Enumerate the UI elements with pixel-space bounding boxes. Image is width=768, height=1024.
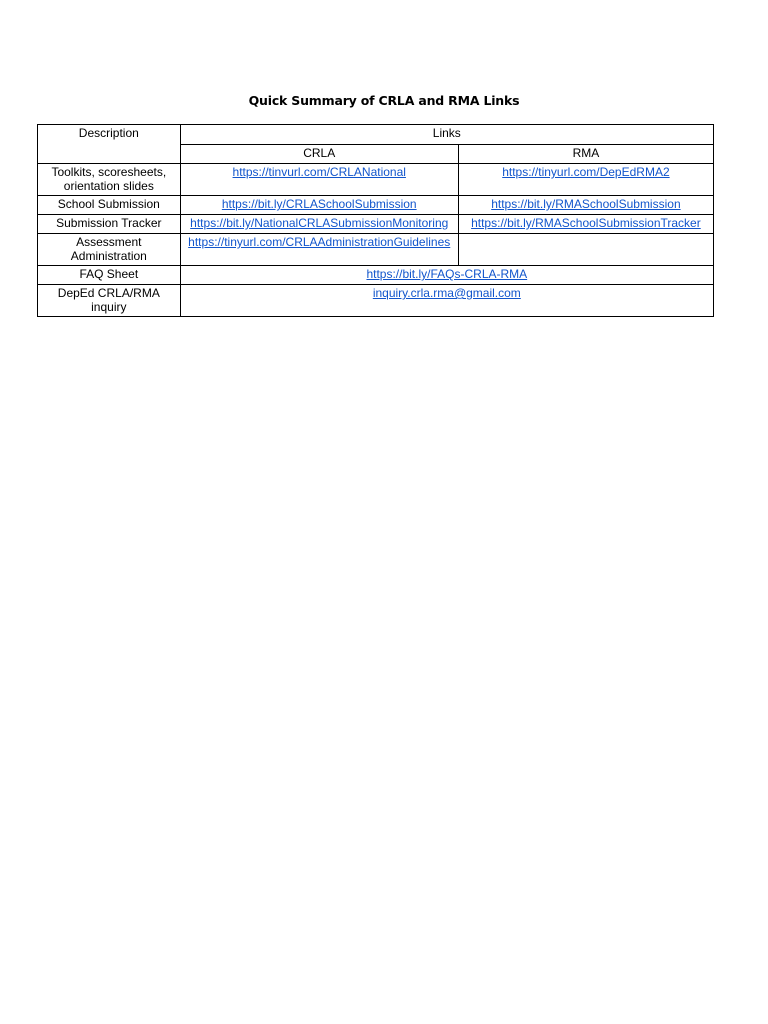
crla-link-cell — [180, 196, 458, 215]
row-description: DepEd CRLA/RMA inquiry — [38, 285, 181, 317]
crla-link-cell — [180, 215, 458, 234]
row-description: Assessment Administration — [38, 234, 181, 266]
crla-link-cell — [180, 234, 458, 266]
header-rma: RMA — [458, 145, 713, 164]
table-header-row — [38, 125, 714, 145]
row-description: Toolkits, scoresheets, orientation slides — [38, 164, 181, 196]
row-description: Submission Tracker — [38, 215, 181, 234]
crla-school-submission-link[interactable]: https://bit.ly/CRLASchoolSubmission — [221, 197, 417, 211]
table-row-inquiry — [38, 285, 714, 317]
header-description: Description — [38, 125, 181, 164]
table-row-school-submission — [38, 196, 714, 215]
crla-administration-guidelines-link[interactable]: https://tinyurl.com/CRLAAdministrationGuidelines — [188, 235, 451, 249]
header-crla: CRLA — [180, 145, 458, 164]
rma-school-submission-link[interactable]: https://bit.ly/RMASchoolSubmission — [491, 197, 681, 211]
table-row-assessment-administration — [38, 234, 714, 266]
faq-sheet-link[interactable]: https://bit.ly/FAQs-CRLA-RMA — [366, 267, 528, 281]
crla-link-cell — [180, 164, 458, 196]
rma-link-cell — [458, 215, 713, 234]
table-row-submission-tracker — [38, 215, 714, 234]
crla-toolkits-link[interactable]: https://tinvurl.com/CRLANational — [232, 165, 406, 179]
header-links: Links — [180, 125, 713, 145]
row-description: FAQ Sheet — [38, 266, 181, 285]
shared-link-cell — [180, 285, 713, 317]
rma-link-cell — [458, 164, 713, 196]
shared-link-cell — [180, 266, 713, 285]
rma-submission-tracker-link[interactable]: https://bit.ly/RMASchoolSubmissionTracker — [471, 216, 701, 230]
table-row-faq-sheet — [38, 266, 714, 285]
inquiry-email-link[interactable]: inquiry.crla.rma@gmail.com — [372, 286, 521, 300]
table-row-toolkits — [38, 164, 714, 196]
rma-toolkits-link[interactable]: https://tinyurl.com/DepEdRMA2 — [502, 165, 670, 179]
links-summary-table — [37, 124, 714, 317]
rma-link-cell — [458, 196, 713, 215]
page-title: Quick Summary of CRLA and RMA Links — [248, 93, 520, 108]
crla-submission-tracker-link[interactable]: https://bit.ly/NationalCRLASubmissionMonitoring — [190, 216, 449, 230]
rma-empty-cell — [458, 234, 713, 266]
row-description: School Submission — [38, 196, 181, 215]
